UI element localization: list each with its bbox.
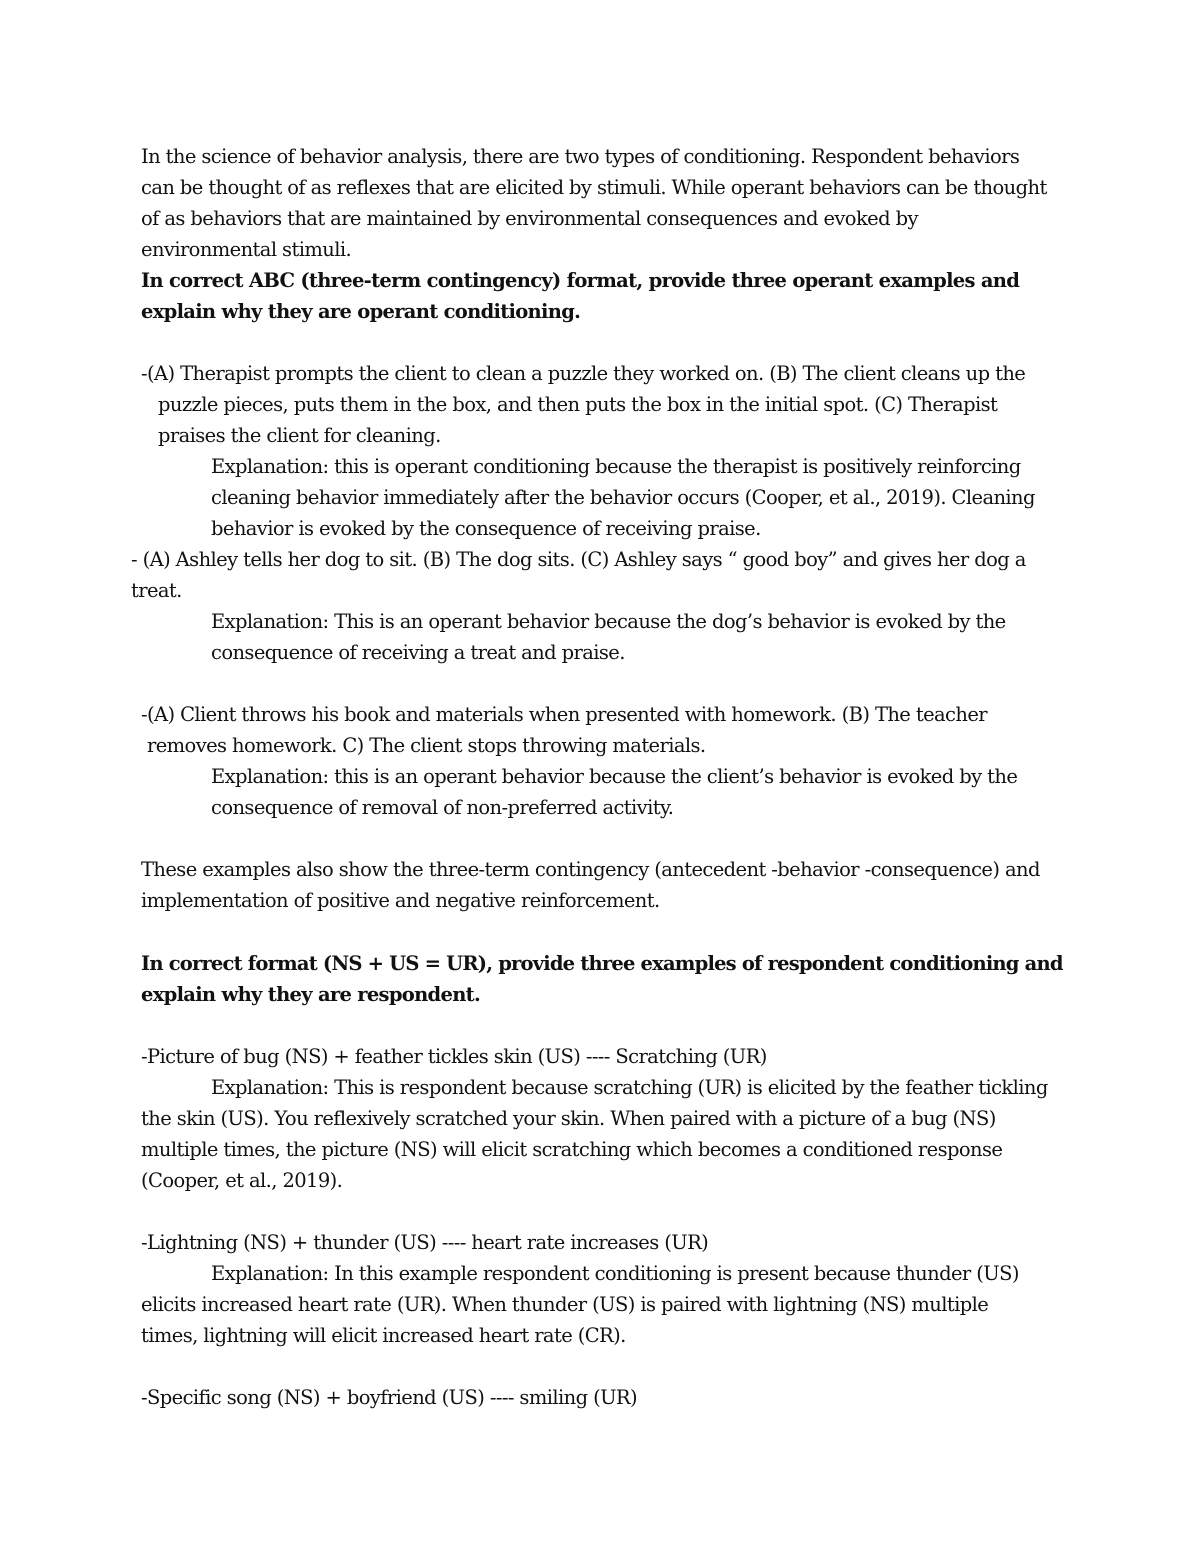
operant-example-2-line-1: - (A) Ashley tells her dog to sit. (B) The dog sits. (C) Ashley says “ good boy” and gives her dog a — [131, 548, 1026, 571]
respondent-explanation-1-line-2: the skin (US). You reflexively scratched your skin. When paired with a picture of a bug (NS) — [141, 1107, 996, 1130]
operant-summary-line-1: These examples also show the three-term contingency (antecedent -behavior -consequence) and — [141, 858, 1040, 881]
respondent-example-1-line-1: -Picture of bug (NS) + feather tickles skin (US) ---- Scratching (UR) — [141, 1045, 767, 1068]
respondent-explanation-1-line-4: (Cooper, et al., 2019). — [141, 1169, 343, 1192]
operant-question-line-2: explain why they are operant conditioning. — [141, 300, 581, 323]
operant-example-1-line-1: -(A) Therapist prompts the client to clean a puzzle they worked on. (B) The client cleans up the — [141, 362, 1026, 385]
respondent-example-3-line-1: -Specific song (NS) + boyfriend (US) ---- smiling (UR) — [141, 1386, 637, 1409]
intro-line-3: of as behaviors that are maintained by environmental consequences and evoked by — [141, 207, 918, 230]
respondent-explanation-1-line-1: Explanation: This is respondent because scratching (UR) is elicited by the feather tickling — [211, 1076, 1048, 1099]
operant-example-2-line-2: treat. — [131, 579, 182, 602]
respondent-explanation-1-line-3: multiple times, the picture (NS) will elicit scratching which becomes a conditioned response — [141, 1138, 1003, 1161]
operant-question-line-1: In correct ABC (three-term contingency) format, provide three operant examples and — [141, 269, 1020, 292]
respondent-example-2-line-1: -Lightning (NS) + thunder (US) ---- heart rate increases (UR) — [141, 1231, 709, 1254]
operant-example-3-line-1: -(A) Client throws his book and materials when presented with homework. (B) The teacher — [141, 703, 987, 726]
operant-example-3-line-2: removes homework. C) The client stops throwing materials. — [147, 734, 706, 757]
respondent-explanation-2-line-1: Explanation: In this example respondent conditioning is present because thunder (US) — [211, 1262, 1019, 1285]
operant-explanation-2-line-2: consequence of receiving a treat and praise. — [211, 641, 625, 664]
intro-line-1: In the science of behavior analysis, there are two types of conditioning. Respondent behaviors — [141, 145, 1020, 168]
respondent-question-line-2: explain why they are respondent. — [141, 983, 481, 1006]
operant-example-1-line-2: puzzle pieces, puts them in the box, and then puts the box in the initial spot. (C) Therapist — [158, 393, 998, 416]
respondent-question-line-1: In correct format (NS + US = UR), provide three examples of respondent conditioning and — [141, 952, 1063, 975]
operant-explanation-1-line-3: behavior is evoked by the consequence of receiving praise. — [211, 517, 761, 540]
operant-summary-line-2: implementation of positive and negative reinforcement. — [141, 889, 660, 912]
respondent-explanation-2-line-3: times, lightning will elicit increased heart rate (CR). — [141, 1324, 626, 1347]
operant-explanation-3-line-2: consequence of removal of non-preferred activity. — [211, 796, 674, 819]
operant-explanation-1-line-1: Explanation: this is operant conditioning because the therapist is positively reinforcing — [211, 455, 1021, 478]
operant-example-1-line-3: praises the client for cleaning. — [158, 424, 441, 447]
operant-explanation-3-line-1: Explanation: this is an operant behavior because the client’s behavior is evoked by the — [211, 765, 1018, 788]
operant-explanation-2-line-1: Explanation: This is an operant behavior because the dog’s behavior is evoked by the — [211, 610, 1006, 633]
intro-line-2: can be thought of as reflexes that are elicited by stimuli. While operant behaviors can be thought — [141, 176, 1047, 199]
respondent-explanation-2-line-2: elicits increased heart rate (UR). When thunder (US) is paired with lightning (NS) multiple — [141, 1293, 989, 1316]
intro-line-4: environmental stimuli. — [141, 238, 352, 261]
operant-explanation-1-line-2: cleaning behavior immediately after the behavior occurs (Cooper, et al., 2019). Cleaning — [211, 486, 1035, 509]
